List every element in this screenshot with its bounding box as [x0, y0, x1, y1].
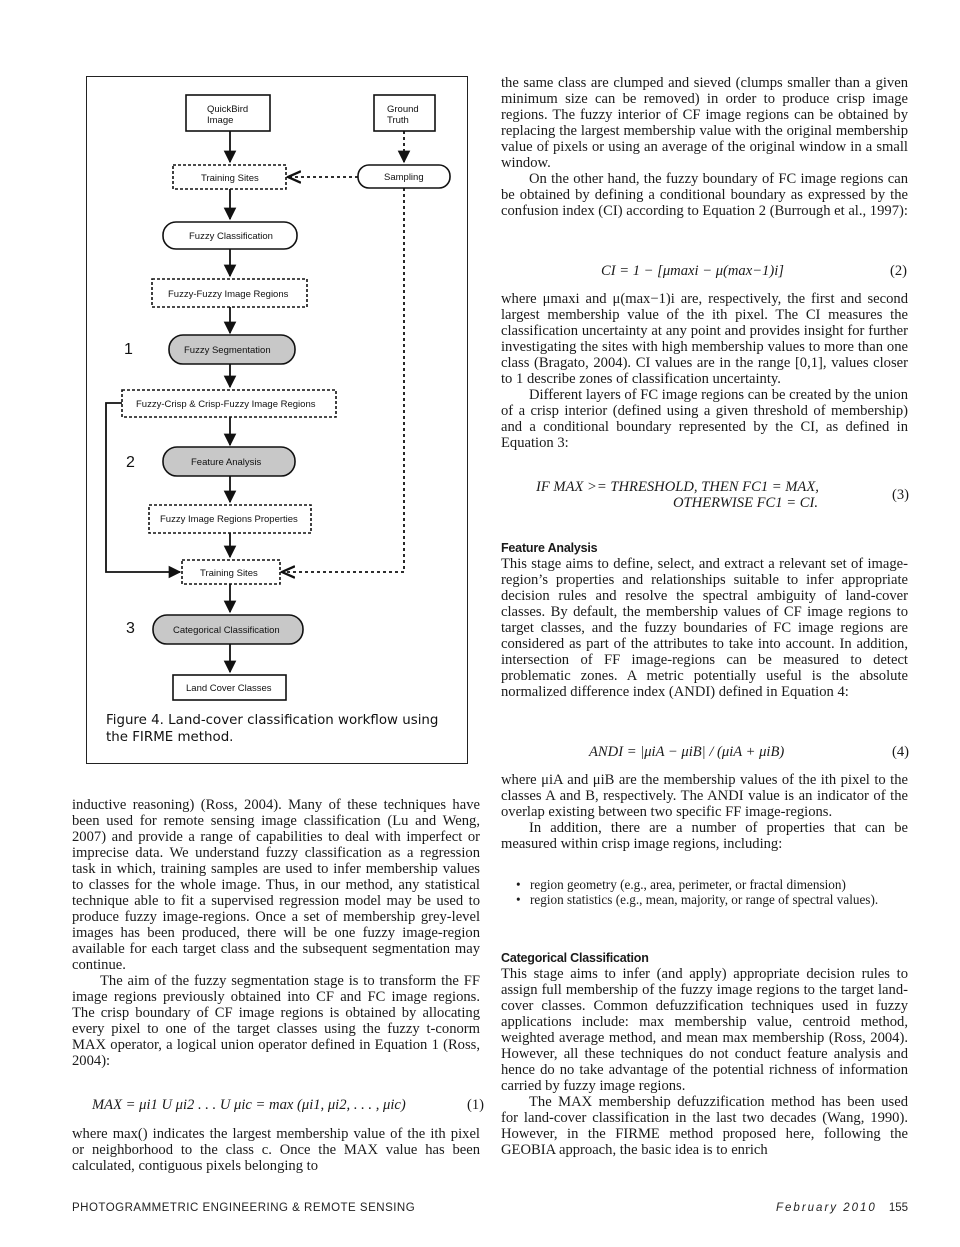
right-paragraph-3: where μmaxi and μ(max−1)i are, respectively, the first and second largest membership value of the ith pixel. The CI measures the classification uncertainty at any point and provides insight for further investigating the sites with high membership values to more than one class (Bragato, 2004). CI values are in the range [0,1], values closer to 1 describe zones of classification uncertainty. [501, 291, 908, 387]
bullet-item: • region statistics (e.g., mean, majority, or range of spectral values). [516, 892, 879, 907]
equation-2: CI = 1 − [μmaxi − μ(max−1)i] [601, 263, 784, 279]
left-paragraph-3: where max() indicates the largest membership value of the ith pixel or neighborhood to the class c. Once the MAX value has been calculated, contiguous pixels belonging to [72, 1126, 480, 1174]
equation-4-number: (4) [892, 744, 910, 760]
quickbird-label-line1: QuickBird [207, 104, 249, 115]
fuzzy-crisp-regions-label: Fuzzy-Crisp & Crisp-Fuzzy Image Regions [136, 399, 316, 410]
right-paragraph-4: Different layers of FC image regions can be created by the union of a crisp interior (defined using a given threshold of membership) and a conditional boundary represented by the CI, as defined in Equation 3: [501, 387, 908, 451]
equation-1: MAX = μi1 U μi2 . . . U μic = max (μi1, μi2, . . . , μic) [92, 1097, 406, 1113]
bullet-item: • region geometry (e.g., area, perimeter, or fractal dimension) [516, 877, 846, 892]
right-paragraph-5: This stage aims to define, select, and extract a relevant set of image-region’s properties and relationships suitable to infer appropriate decision rules and resolve the spectral ambiguity of land-cover classes. By default, the membership values of CF image regions to target classes, and the fuzzy boundaries of FC image regions are considered as part of the attributes to take into account. In addition, intersection of FF image-regions can be measured to detect problematic zones. A metric potentially useful is the absolute normalized difference index (ANDI) defined in Equation 4: [501, 556, 908, 700]
heading-categorical-classification: Categorical Classification [501, 951, 649, 965]
right-paragraph-7: In addition, there are a number of properties that can be measured within crisp image regions, including: [501, 820, 908, 852]
equation-3-number: (3) [892, 487, 910, 503]
right-paragraph-9: The MAX membership defuzzification method has been used for land-cover classification in the last two decades (Wang, 1990). However, in the FIRME method proposed here, following the GEOBIA approach, the basic idea is to enrich [501, 1094, 908, 1158]
fuzzy-segmentation-label: Fuzzy Segmentation [184, 345, 271, 356]
footer-journal: PHOTOGRAMMETRIC ENGINEERING & REMOTE SENSING [72, 1202, 416, 1214]
figure-caption: Figure 4. Land-cover classification workflow using the FIRME method. [106, 713, 439, 745]
heading-feature-analysis: Feature Analysis [501, 541, 598, 555]
left-column [72, 797, 480, 1069]
stage-number-3: 3 [126, 620, 135, 637]
fuzzy-fuzzy-regions-label: Fuzzy-Fuzzy Image Regions [168, 289, 289, 300]
arrow-fccf-bypass [106, 403, 180, 572]
equation-3-line-2: OTHERWISE FC1 = CI. [673, 495, 818, 511]
right-column-lower [501, 772, 908, 852]
equation-3-line-1: IF MAX >= THRESHOLD, THEN FC1 = MAX, [536, 479, 819, 495]
left-paragraph-2: The aim of the fuzzy segmentation stage is to transform the FF image regions previously obtained into CF and FC image regions. The crisp boundary of CF image regions is obtained by allocating every pixel to one of the target classes using the fuzzy t-conorm MAX operator, a logical union operator defined in Equation 1 (Ross, 2004): [72, 973, 480, 1069]
categorical-classification-label: Categorical Classification [173, 625, 280, 636]
right-column-feature [501, 556, 908, 700]
workflow-diagram [86, 76, 468, 764]
page-number: 155 [888, 1202, 908, 1214]
footer-right [776, 1202, 908, 1214]
stage-number-2: 2 [126, 454, 135, 471]
right-column-mid [501, 291, 908, 451]
ground-truth-label-line2: Truth [387, 115, 409, 126]
equation-4: ANDI = |μiA − μiB| / (μiA + μiB) [589, 744, 785, 760]
sampling-label: Sampling [384, 172, 424, 183]
right-paragraph-8: This stage aims to infer (and apply) appropriate decision rules to assign full membership of the fuzzy image regions to the target land-cover classes. Common defuzzification techniques used in fuzzy applications include: max membership value, centroid method, weighted average method, and mean max membership (Ross, 2004). However, all these techniques do not conduct feature analysis and hence do no take advantage of the potential richness of information carried by fuzzy image regions. [501, 966, 908, 1094]
right-column-bottom [501, 966, 908, 1158]
quickbird-label-line2: Image [207, 115, 234, 126]
training-sites-label-1: Training Sites [201, 173, 259, 184]
right-paragraph-1: the same class are clumped and sieved (clumps smaller than a given minimum size can be removed) in order to produce crisp image regions. The fuzzy interior of CF image regions can be obtained by replacing the largest membership value with the original membership value of pixels or using an average of the original window in a small window. [501, 75, 908, 171]
footer-date: February 2010 [776, 1202, 877, 1214]
stage-number-1: 1 [124, 341, 133, 358]
feature-analysis-label: Feature Analysis [191, 457, 262, 468]
fuzzy-region-properties-label: Fuzzy Image Regions Properties [160, 514, 298, 525]
right-column-top [501, 75, 908, 219]
land-cover-classes-label: Land Cover Classes [186, 683, 272, 694]
fuzzy-classification-label: Fuzzy Classification [189, 231, 273, 242]
right-paragraph-6: where μiA and μiB are the membership values of the ith pixel to the classes A and B, respectively. The ANDI value is an indicator of the overlap existing between two specific FF image-regions. [501, 772, 908, 820]
equation-1-number: (1) [467, 1097, 485, 1113]
right-paragraph-2: On the other hand, the fuzzy boundary of FC image regions can be obtained by defining a conditional boundary as expressed by the confusion index (CI) according to Equation 2 (Burrough et al., 1997): [501, 171, 908, 219]
ground-truth-label-line1: Ground [387, 104, 419, 115]
training-sites-label-2: Training Sites [200, 568, 258, 579]
equation-2-number: (2) [890, 263, 908, 279]
left-paragraph-1: inductive reasoning) (Ross, 2004). Many of these techniques have been used for remote sensing image classification (Lu and Weng, 2007) and provide a range of capabilities to deal with imperfect or imprecise data. We understand fuzzy classification as a regression task in which, training samples are used to infer membership values to classes for the whole image. Thus, in our method, any statistical technique able to fit a supervised regression model may be used to produce fuzzy image-regions. Once a set of membership grey-level images has been produced, there will be one fuzzy image-region available for each target class and the subsequent segmentation may continue. [72, 797, 480, 973]
bullet-list [516, 877, 908, 907]
left-paragraph-3-container [72, 1126, 480, 1174]
